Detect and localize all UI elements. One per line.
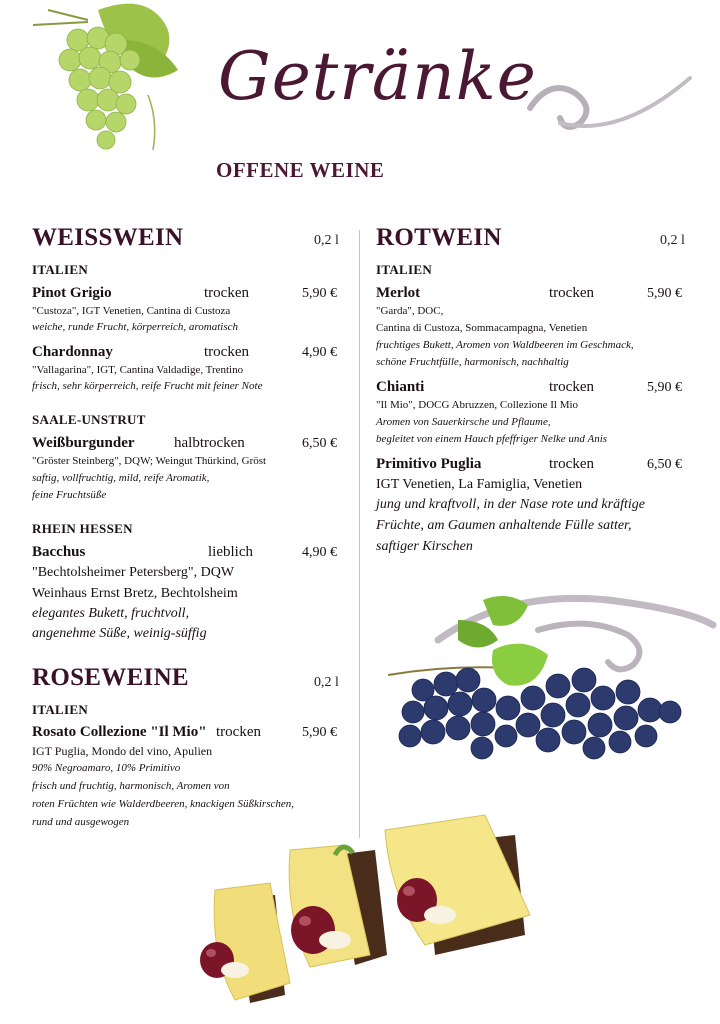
wine-style: trocken <box>549 456 594 472</box>
wine-producer: Weinhaus Ernst Bretz, Bechtolsheim <box>32 586 238 601</box>
wine-origin: "Il Mio", DOCG Abruzzen, Collezione Il Mio <box>376 399 579 411</box>
white-grapes-illustration <box>28 0 188 160</box>
wine-description: elegantes Bukett, fruchtvoll, <box>32 606 190 621</box>
wine-price: 5,90 € <box>302 725 337 740</box>
wine-price: 4,90 € <box>302 545 337 560</box>
wine-price: 6,50 € <box>302 436 337 451</box>
wine-description: feine Fruchtsüße <box>32 489 107 501</box>
wine-price: 6,50 € <box>647 457 682 472</box>
section-unit-roseweine: 0,2 l <box>314 675 339 690</box>
wine-name: Chianti <box>376 379 425 395</box>
wine-origin: IGT Puglia, Mondo del vino, Apulien <box>32 744 213 758</box>
wine-description: frisch, sehr körperreich, reife Frucht mit feiner Note <box>32 380 263 392</box>
wine-style: trocken <box>549 285 594 301</box>
cheese-appetizers-illustration <box>195 805 540 1010</box>
wine-description: weiche, runde Frucht, körperreich, aromatisch <box>32 321 239 333</box>
wine-name: Merlot <box>376 285 421 301</box>
wine-description: roten Früchten wie Walderdbeeren, knackigen Süßkirschen, <box>32 798 294 810</box>
wine-origin: "Bechtolsheimer Petersberg", DQW <box>32 565 235 580</box>
wine-name: Weißburgunder <box>32 435 135 451</box>
wine-price: 5,90 € <box>302 286 337 301</box>
wine-name: Pinot Grigio <box>32 285 112 301</box>
wine-style: trocken <box>216 724 261 740</box>
wine-description: frisch und fruchtig, harmonisch, Aromen von <box>32 780 230 792</box>
wine-price: 4,90 € <box>302 345 337 360</box>
wine-style: trocken <box>204 285 249 301</box>
section-unit-weisswein: 0,2 l <box>314 233 339 248</box>
wine-name: Bacchus <box>32 544 86 560</box>
wine-origin: "Gröster Steinberg", DQW; Weingut Thürkind, Gröst <box>32 455 267 467</box>
red-grapes-illustration <box>388 580 718 770</box>
region-label: ITALIEN <box>32 262 89 277</box>
wine-description: begleitet von einem Hauch pfeffriger Nelke und Anis <box>376 433 608 445</box>
wine-style: lieblich <box>208 544 253 560</box>
wine-origin: "Garda", DOC, <box>376 305 444 317</box>
section-unit-rotwein: 0,2 l <box>660 233 685 248</box>
title-swirl-ornament <box>520 68 700 148</box>
wine-producer: Cantina di Custoza, Sommacampagna, Venetien <box>376 322 588 334</box>
section-heading-rotwein: ROTWEIN <box>376 224 502 251</box>
wine-description: Aromen von Sauerkirsche und Pflaume, <box>376 416 551 428</box>
wine-description: angenehme Süße, weinig-süffig <box>32 626 207 641</box>
wine-grapes: 90% Negroamaro, 10% Primitivo <box>32 762 181 774</box>
wine-style: trocken <box>549 379 594 395</box>
region-label: ITALIEN <box>376 262 433 277</box>
column-divider <box>359 230 360 838</box>
wine-style: trocken <box>204 344 249 360</box>
wine-name: Chardonnay <box>32 344 113 360</box>
wine-description: Früchte, am Gaumen anhaltende Fülle satter, <box>376 518 632 533</box>
page-subtitle: OFFENE WEINE <box>216 158 385 182</box>
page-title: Getränke <box>218 38 537 115</box>
wine-origin: IGT Venetien, La Famiglia, Venetien <box>376 477 583 492</box>
section-heading-weisswein: WEISSWEIN <box>32 224 184 251</box>
wine-origin: "Custoza", IGT Venetien, Cantina di Custoza <box>32 305 231 317</box>
region-label: ITALIEN <box>32 702 89 717</box>
wine-price: 5,90 € <box>647 380 682 395</box>
wine-name: Primitivo Puglia <box>376 456 482 472</box>
wine-description: rund und ausgewogen <box>32 816 130 828</box>
wine-description: saftig, vollfruchtig, mild, reife Aromatik, <box>32 472 210 484</box>
wine-style: halbtrocken <box>174 435 245 451</box>
wine-description: schöne Fruchtfülle, harmonisch, nachhaltig <box>376 356 569 368</box>
region-label: RHEIN HESSEN <box>32 521 133 536</box>
wine-name: Rosato Collezione "Il Mio" <box>32 724 207 740</box>
wine-origin: "Vallagarina", IGT, Cantina Valdadige, Trentino <box>32 364 244 376</box>
section-heading-roseweine: ROSEWEINE <box>32 664 189 691</box>
wine-description: saftiger Kirschen <box>376 539 473 554</box>
wine-description: jung und kraftvoll, in der Nase rote und kräftige <box>376 497 645 512</box>
wine-price: 5,90 € <box>647 286 682 301</box>
region-label: SAALE-UNSTRUT <box>32 412 146 427</box>
wine-description: fruchtiges Bukett, Aromen von Waldbeeren im Geschmack, <box>376 339 634 351</box>
